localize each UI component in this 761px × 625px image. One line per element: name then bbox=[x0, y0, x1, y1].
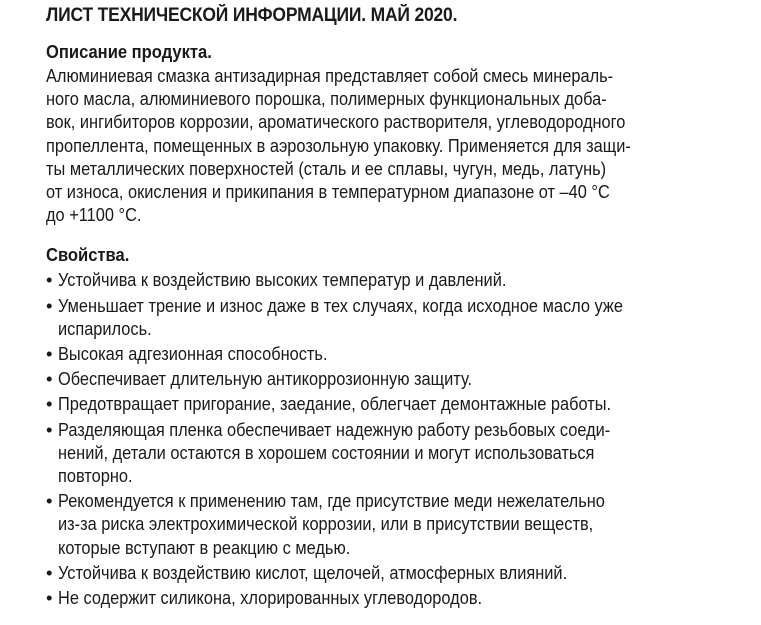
list-item-line: Предотвращает пригорание, заедание, облегчает демонтажные работы. bbox=[58, 393, 612, 415]
description-line: до +1100 °C. bbox=[46, 204, 142, 226]
list-item bbox=[46, 586, 758, 609]
list-item-line: которые вступают в реакцию с медью. bbox=[58, 536, 351, 558]
description-text bbox=[46, 64, 758, 226]
list-item bbox=[46, 367, 758, 390]
list-item-line: Не содержит силикона, хлорированных углеводородов. bbox=[58, 587, 483, 609]
document-title: ЛИСТ ТЕХНИЧЕСКОЙ ИНФОРМАЦИИ. МАЙ 2020. bbox=[46, 5, 458, 26]
properties-list bbox=[46, 268, 758, 609]
description-line: пропеллента, помещенных в аэрозольную упаковку. Применяется для защи- bbox=[46, 134, 631, 156]
list-item-line: испарилось. bbox=[58, 317, 152, 339]
list-item-line: Рекомендуется к применению там, где присутствие меди нежелательно bbox=[58, 490, 605, 512]
tech-info-sheet bbox=[46, 4, 758, 609]
list-item bbox=[46, 294, 758, 340]
bullet-icon: • bbox=[46, 587, 53, 609]
description-line: от износа, окисления и прикипания в температурном диапазоне от –40 °C bbox=[46, 181, 610, 203]
bullet-icon: • bbox=[46, 561, 53, 583]
list-item-line: Уменьшает трение и износ даже в тех случаях, когда исходное масло уже bbox=[58, 294, 623, 316]
list-item bbox=[46, 489, 758, 559]
list-item-line: нений, детали остаются в хорошем состоянии и могут использоваться bbox=[58, 441, 595, 463]
bullet-icon: • bbox=[46, 393, 53, 415]
bullet-icon: • bbox=[46, 294, 53, 316]
list-item bbox=[46, 418, 758, 488]
list-item bbox=[46, 392, 758, 415]
description-heading: Описание продукта. bbox=[46, 42, 212, 62]
list-item-line: Устойчива к воздействию высоких температур и давлений. bbox=[58, 269, 507, 291]
bullet-icon: • bbox=[46, 418, 53, 440]
list-item-line: Разделяющая пленка обеспечивает надежную работу резьбовых соеди- bbox=[58, 418, 611, 440]
list-item-line: Обеспечивает длительную антикоррозионную защиту. bbox=[58, 368, 473, 390]
list-item bbox=[46, 342, 758, 365]
bullet-icon: • bbox=[46, 368, 53, 390]
list-item-line: Высокая адгезионная способность. bbox=[58, 343, 328, 365]
description-line: ного масла, алюминиевого порошка, полимерных функциональных доба- bbox=[46, 88, 607, 110]
bullet-icon: • bbox=[46, 343, 53, 365]
bullet-icon: • bbox=[46, 490, 53, 512]
description-line: ты металлических поверхностей (сталь и ее сплавы, чугун, медь, латунь) bbox=[46, 157, 607, 179]
list-item-line: повторно. bbox=[58, 465, 133, 487]
list-item bbox=[46, 268, 758, 291]
properties-heading: Свойства. bbox=[46, 245, 130, 266]
description-line: Алюминиевая смазка антизадирная представляет собой смесь минераль- bbox=[46, 65, 614, 86]
list-item bbox=[46, 561, 758, 584]
bullet-icon: • bbox=[46, 269, 53, 291]
list-item-line: из-за риска электрохимической коррозии, или в присутствии веществ, bbox=[58, 513, 594, 535]
description-line: вок, ингибиторов коррозии, ароматического растворителя, углеводородного bbox=[46, 111, 626, 133]
list-item-line: Устойчива к воздействию кислот, щелочей, атмосферных влияний. bbox=[58, 561, 568, 583]
